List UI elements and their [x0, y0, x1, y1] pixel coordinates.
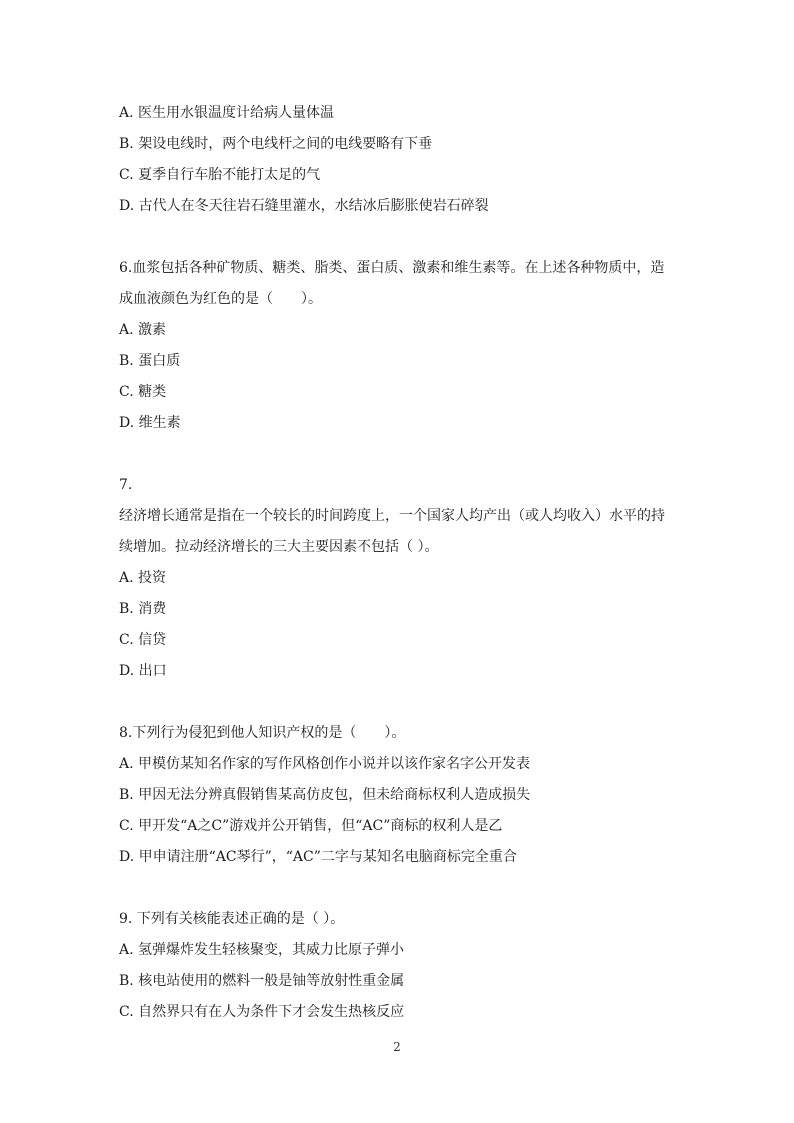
question-stem-line: 成血液颜色为红色的是（ ）。 — [119, 291, 322, 307]
option-a: A. 甲模仿某知名作家的写作风格创作小说并以该作家名字公开发表 — [119, 756, 531, 772]
option-a: A. 激素 — [119, 322, 167, 338]
question-9 — [119, 904, 679, 1028]
option-b: B. 架设电线时，两个电线杆之间的电线要略有下垂 — [119, 136, 433, 152]
option-c: C. 信贷 — [119, 632, 167, 648]
option-b: B. 消费 — [119, 601, 167, 617]
option-d: D. 古代人在冬天往岩石缝里灌水，水结冰后膨胀使岩石碎裂 — [119, 198, 489, 214]
option-c: C. 糖类 — [119, 384, 167, 400]
question-6 — [119, 253, 679, 439]
question-number: 7. — [119, 477, 133, 493]
option-b: B. 核电站使用的燃料一般是铀等放射性重金属 — [119, 973, 405, 989]
document-page — [119, 98, 679, 1028]
option-b: B. 甲因无法分辨真假销售某高仿皮包，但未给商标权利人造成损失 — [119, 787, 531, 803]
option-a: A. 医生用水银温度计给病人量体温 — [119, 105, 335, 121]
question-stem: 9. 下列有关核能表述正确的是（ ）。 — [119, 911, 345, 927]
question-5-options — [119, 98, 679, 222]
question-8 — [119, 718, 679, 873]
option-c: C. 自然界只有在人为条件下才会发生热核反应 — [119, 1004, 405, 1020]
option-d: D. 维生素 — [119, 415, 181, 431]
option-a: A. 氢弹爆炸发生轻核聚变，其威力比原子弹小 — [119, 942, 405, 958]
page-number: 2 — [393, 1040, 401, 1054]
question-stem-line: 经济增长通常是指在一个较长的时间跨度上，一个国家人均产出（或人均收入）水平的持 — [119, 508, 665, 524]
question-stem-line: 续增加。拉动经济增长的三大主要因素不包括（ ）。 — [119, 539, 439, 555]
option-d: D. 出口 — [119, 663, 167, 679]
option-d: D. 甲申请注册“AC琴行”，“AC”二字与某知名电脑商标完全重合 — [119, 849, 517, 865]
question-stem: 8.下列行为侵犯到他人知识产权的是（ ）。 — [119, 725, 406, 741]
question-7 — [119, 470, 679, 687]
option-a: A. 投资 — [119, 570, 167, 586]
question-stem-line: 6.血浆包括各种矿物质、糖类、脂类、蛋白质、激素和维生素等。在上述各种物质中，造 — [119, 260, 665, 276]
option-b: B. 蛋白质 — [119, 353, 181, 369]
option-c: C. 甲开发“A之C”游戏并公开销售，但“AC”商标的权利人是乙 — [119, 818, 503, 834]
option-c: C. 夏季自行车胎不能打太足的气 — [119, 167, 321, 183]
